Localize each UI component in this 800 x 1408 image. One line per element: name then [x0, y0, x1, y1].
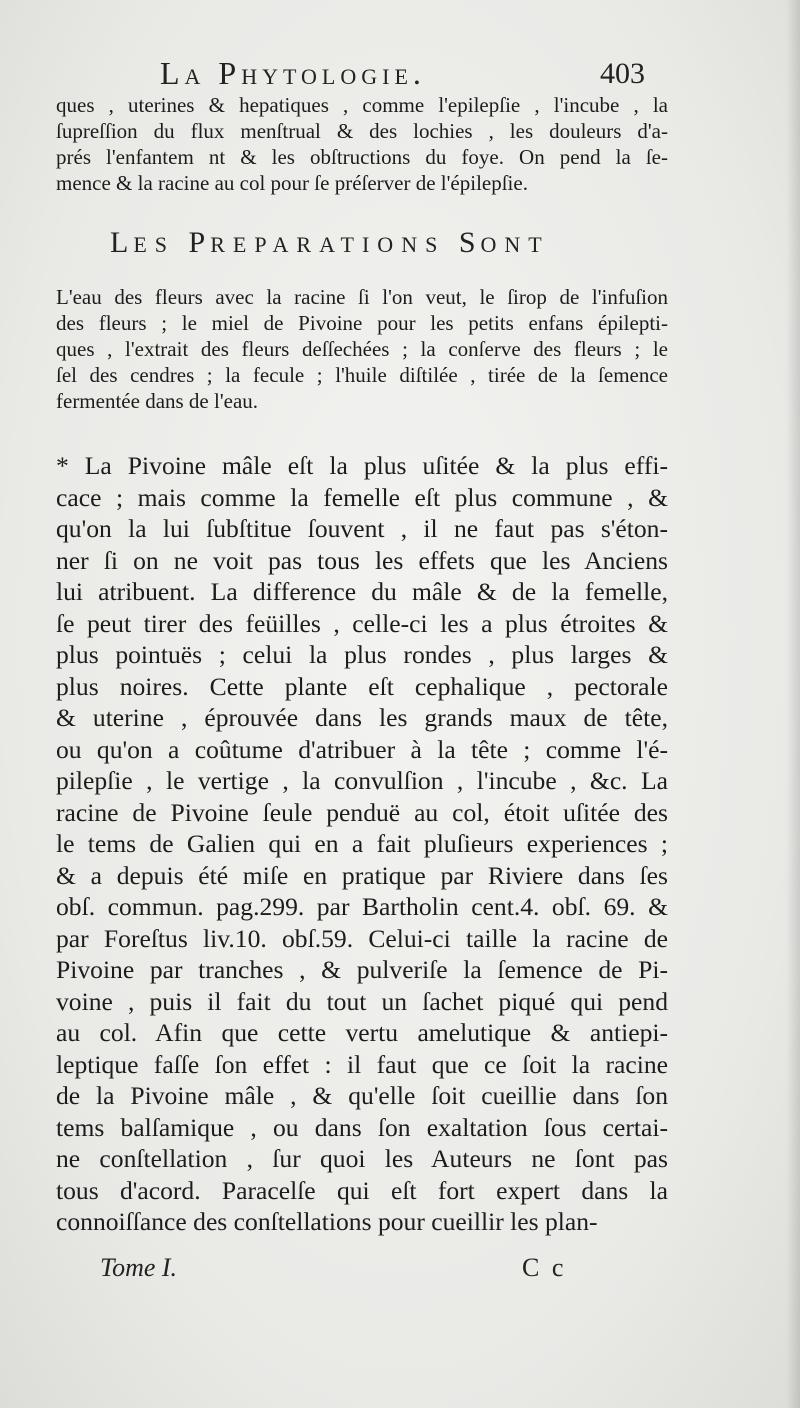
text-line: de la Pivoine mâle , & qu'elle ſoit cueillie dans ſon: [56, 1081, 668, 1110]
section-heading: LES PREPARATIONS SONT: [110, 226, 550, 259]
text-line: lui atribuent. La difference du mâle & de la femelle,: [56, 577, 668, 606]
text-line: ou qu'on a coûtume d'atribuer à la tête ; comme l'é-: [56, 734, 668, 764]
text-line: plus pointuës ; celui la plus rondes , plus larges &: [56, 640, 668, 669]
volume-label: Tome I.: [100, 1253, 178, 1282]
main-paragraph: [56, 450, 668, 1238]
text-line: Pivoine par tranches , & pulveriſe la ſemence de Pi-: [56, 955, 668, 984]
text-line: ſupreſſion du flux menſtrual & des lochies , les douleurs d'a-: [56, 119, 668, 143]
text-line: plus noires. Cette plante eſt cephalique , pectorale: [56, 671, 668, 701]
text-line: * La Pivoine mâle eſt la plus uſitée & la plus effi-: [56, 451, 668, 480]
preparations-paragraph: [56, 284, 668, 414]
text-line: connoiſſance des conſtellations pour cueillir les plan-: [56, 1207, 598, 1236]
text-line: cace ; mais comme la femelle eſt plus commune , &: [56, 482, 668, 512]
signature-mark: C c: [522, 1253, 567, 1282]
text-line: pilepſie , le vertige , la convulſion , l'incube , &c. La: [56, 766, 668, 795]
text-line: au col. Afin que cette vertu amelutique & antiepi-: [56, 1018, 668, 1047]
text-line: qu'on la lui ſubſtitue ſouvent , il ne faut pas s'éton-: [56, 514, 668, 543]
text-line: ſel des cendres ; la fecule ; l'huile diſtilée , tirée de la ſemence: [56, 363, 668, 387]
page-footer: [0, 1253, 800, 1293]
page-header: [0, 55, 800, 95]
text-line: ſe peut tirer des feüilles , celle-ci les a plus étroites &: [56, 608, 668, 638]
text-line: des fleurs ; le miel de Pivoine pour les petits enfans épilepti-: [56, 311, 668, 335]
text-line: ner ſi on ne voit pas tous les effets que les Anciens: [56, 545, 668, 575]
text-line: tous d'acord. Paracelſe qui eſt fort expert dans la: [56, 1175, 668, 1205]
text-line: par Foreſtus liv.10. obſ.59. Celui-ci taille la racine de: [56, 923, 668, 953]
text-line: ques , l'extrait des fleurs deſſechées ; la conſerve des fleurs ; le: [56, 337, 668, 361]
page-number: 403: [600, 57, 645, 90]
text-line: fermentée dans de l'eau.: [56, 389, 259, 413]
text-line: le tems de Galien qui en a fait pluſieurs experiences ;: [56, 829, 668, 858]
text-line: prés l'enfantem nt & les obſtructions du foye. On pend la ſe-: [56, 145, 668, 169]
text-line: & a depuis été miſe en pratique par Riviere dans ſes: [56, 860, 668, 890]
paragraph-top: [56, 92, 668, 196]
text-line: mence & la racine au col pour ſe préſerver de l'épilepſie.: [56, 171, 528, 195]
text-line: ne conſtellation , ſur quoi les Auteurs ne ſont pas: [56, 1144, 668, 1173]
running-title: La Phytologie.: [160, 55, 426, 91]
text-line: & uterine , éprouvée dans les grands maux de tête,: [56, 703, 668, 732]
text-line: L'eau des fleurs avec la racine ſi l'on veut, le ſirop de l'infuſion: [56, 285, 668, 309]
text-line: leptique faſſe ſon effet : il faut que ce ſoit la racine: [56, 1049, 668, 1079]
text-line: tems balſamique , ou dans ſon exaltation ſous certai-: [56, 1112, 668, 1142]
page-shadow: [786, 0, 800, 1408]
text-line: ques , uterines & hepatiques , comme l'epilepſie , l'incube , la: [56, 93, 668, 117]
text-line: voine , puis il fait du tout un ſachet piqué qui pend: [56, 986, 668, 1016]
text-line: obſ. commun. pag.299. par Bartholin cent.4. obſ. 69. &: [56, 892, 668, 921]
text-line: racine de Pivoine ſeule penduë au col, étoit uſitée des: [56, 797, 668, 827]
